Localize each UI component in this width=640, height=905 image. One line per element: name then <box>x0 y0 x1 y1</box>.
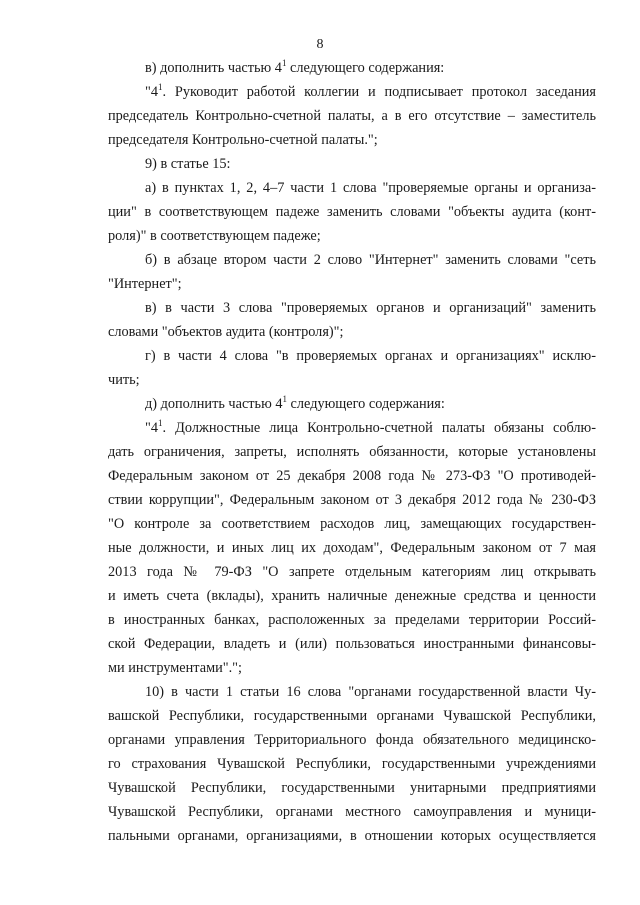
paragraph-line <box>108 272 596 296</box>
paragraph <box>108 296 596 344</box>
paragraph <box>108 176 596 248</box>
paragraph-line <box>108 224 596 248</box>
line-text: "4 <box>145 84 158 100</box>
paragraph-line <box>108 656 596 680</box>
paragraph-line <box>108 704 596 728</box>
line-text: . Руководит работой коллегии и подписывает протокол заседания <box>162 84 596 100</box>
paragraph <box>108 680 596 848</box>
paragraph-line <box>108 56 596 80</box>
line-text: д) дополнить частью 4 <box>145 396 283 412</box>
line-text: следующего содержания: <box>286 396 445 412</box>
paragraph <box>108 80 596 152</box>
line-text: а) в пунктах 1, 2, 4–7 части 1 слова "проверяемые органы и организа- <box>145 180 596 196</box>
line-text: го страхования Чувашской Республики, государственными учреждениями <box>108 756 596 772</box>
paragraph <box>108 392 596 416</box>
paragraph-line <box>108 296 596 320</box>
line-text: б) в абзаце втором части 2 слово "Интернет" заменить словами "сеть <box>145 252 596 268</box>
paragraph <box>108 416 596 680</box>
line-text: "Интернет"; <box>108 276 182 292</box>
line-text: в иностранных банках, расположенных за пределами территории Россий- <box>108 612 596 628</box>
line-text: Федеральным законом от 25 декабря 2008 года № 273-ФЗ "О противодей- <box>108 468 596 484</box>
line-text: председатель Контрольно-счетной палаты, а в его отсутствие – заместитель <box>108 108 596 124</box>
paragraph-line <box>108 560 596 584</box>
line-text: "О контроле за соответствием расходов лиц, замещающих государствен- <box>108 516 596 532</box>
paragraph-line <box>108 152 596 176</box>
line-text: в) дополнить частью 4 <box>145 60 282 76</box>
line-text: ствии коррупции", Федеральным законом от 3 декабря 2012 года № 230-ФЗ <box>108 492 596 508</box>
paragraph-line <box>108 680 596 704</box>
line-text: Чувашской Республики, государственными унитарными предприятиями <box>108 780 596 796</box>
line-text: роля)" в соответствующем падеже; <box>108 228 321 244</box>
paragraph-line <box>108 824 596 848</box>
paragraph-line <box>108 728 596 752</box>
superscript-number: 1 <box>282 394 287 405</box>
paragraph-line <box>108 464 596 488</box>
paragraph <box>108 248 596 296</box>
paragraph-line <box>108 128 596 152</box>
paragraph-line <box>108 80 596 104</box>
paragraph-line <box>108 392 596 416</box>
line-text: . Должностные лица Контрольно-счетной палаты обязаны соблю- <box>162 420 596 436</box>
line-text: г) в части 4 слова "в проверяемых органах и организациях" исклю- <box>145 348 596 364</box>
paragraph-line <box>108 536 596 560</box>
paragraph-line <box>108 440 596 464</box>
paragraph-line <box>108 632 596 656</box>
paragraph-line <box>108 200 596 224</box>
superscript-number: 1 <box>158 418 163 429</box>
superscript-number: 1 <box>158 82 163 93</box>
line-text: Чувашской Республики, органами местного самоуправления и муници- <box>108 804 596 820</box>
line-text: ской Федерации, владеть и (или) пользоваться иностранными финансовы- <box>108 636 596 652</box>
line-text: ми инструментами"."; <box>108 660 242 676</box>
paragraph <box>108 344 596 392</box>
paragraph-line <box>108 584 596 608</box>
line-text: словами "объектов аудита (контроля)"; <box>108 324 344 340</box>
paragraph-line <box>108 176 596 200</box>
line-text: председателя Контрольно-счетной палаты."; <box>108 132 378 148</box>
paragraph <box>108 56 596 80</box>
paragraph-line <box>108 104 596 128</box>
line-text: "4 <box>145 420 158 436</box>
line-text: органами управления Территориального фонда обязательного медицинско- <box>108 732 596 748</box>
line-text: 2013 года № 79-ФЗ "О запрете отдельным категориям лиц открывать <box>108 564 596 580</box>
paragraph-line <box>108 344 596 368</box>
line-text: и иметь счета (вклады), хранить наличные денежные средства и ценности <box>108 588 596 604</box>
superscript-number: 1 <box>281 58 287 69</box>
paragraph <box>108 152 596 176</box>
paragraph-line <box>108 368 596 392</box>
line-text: дать ограничения, запреты, исполнять обязанности, которые установлены <box>108 444 596 460</box>
paragraph-line <box>108 776 596 800</box>
paragraph-line <box>108 800 596 824</box>
paragraph-line <box>108 248 596 272</box>
line-text: ные должности, и иных лиц их доходам", Федеральным законом от 7 мая <box>108 540 596 556</box>
line-text: чить; <box>108 372 140 388</box>
line-text: в) в части 3 слова "проверяемых органов и организаций" заменить <box>145 300 596 316</box>
line-text: следующего содержания: <box>286 60 445 76</box>
paragraph-line <box>108 512 596 536</box>
paragraph-line <box>108 488 596 512</box>
line-text: 9) в статье 15: <box>145 156 231 172</box>
line-text: 10) в части 1 статьи 16 слова "органами государственной власти Чу- <box>145 684 596 700</box>
line-text: вашской Республики, государственными органами Чувашской Республики, <box>108 708 596 724</box>
paragraph-line <box>108 416 596 440</box>
paragraph-line <box>108 320 596 344</box>
line-text: пальными органами, организациями, в отношении которых осуществляется <box>108 828 596 844</box>
document-body <box>108 56 596 848</box>
page-number: 8 <box>316 37 324 52</box>
paragraph-line <box>108 608 596 632</box>
paragraph-line <box>108 752 596 776</box>
line-text: ции" в соответствующем падеже заменить словами "объекты аудита (конт- <box>108 204 596 220</box>
